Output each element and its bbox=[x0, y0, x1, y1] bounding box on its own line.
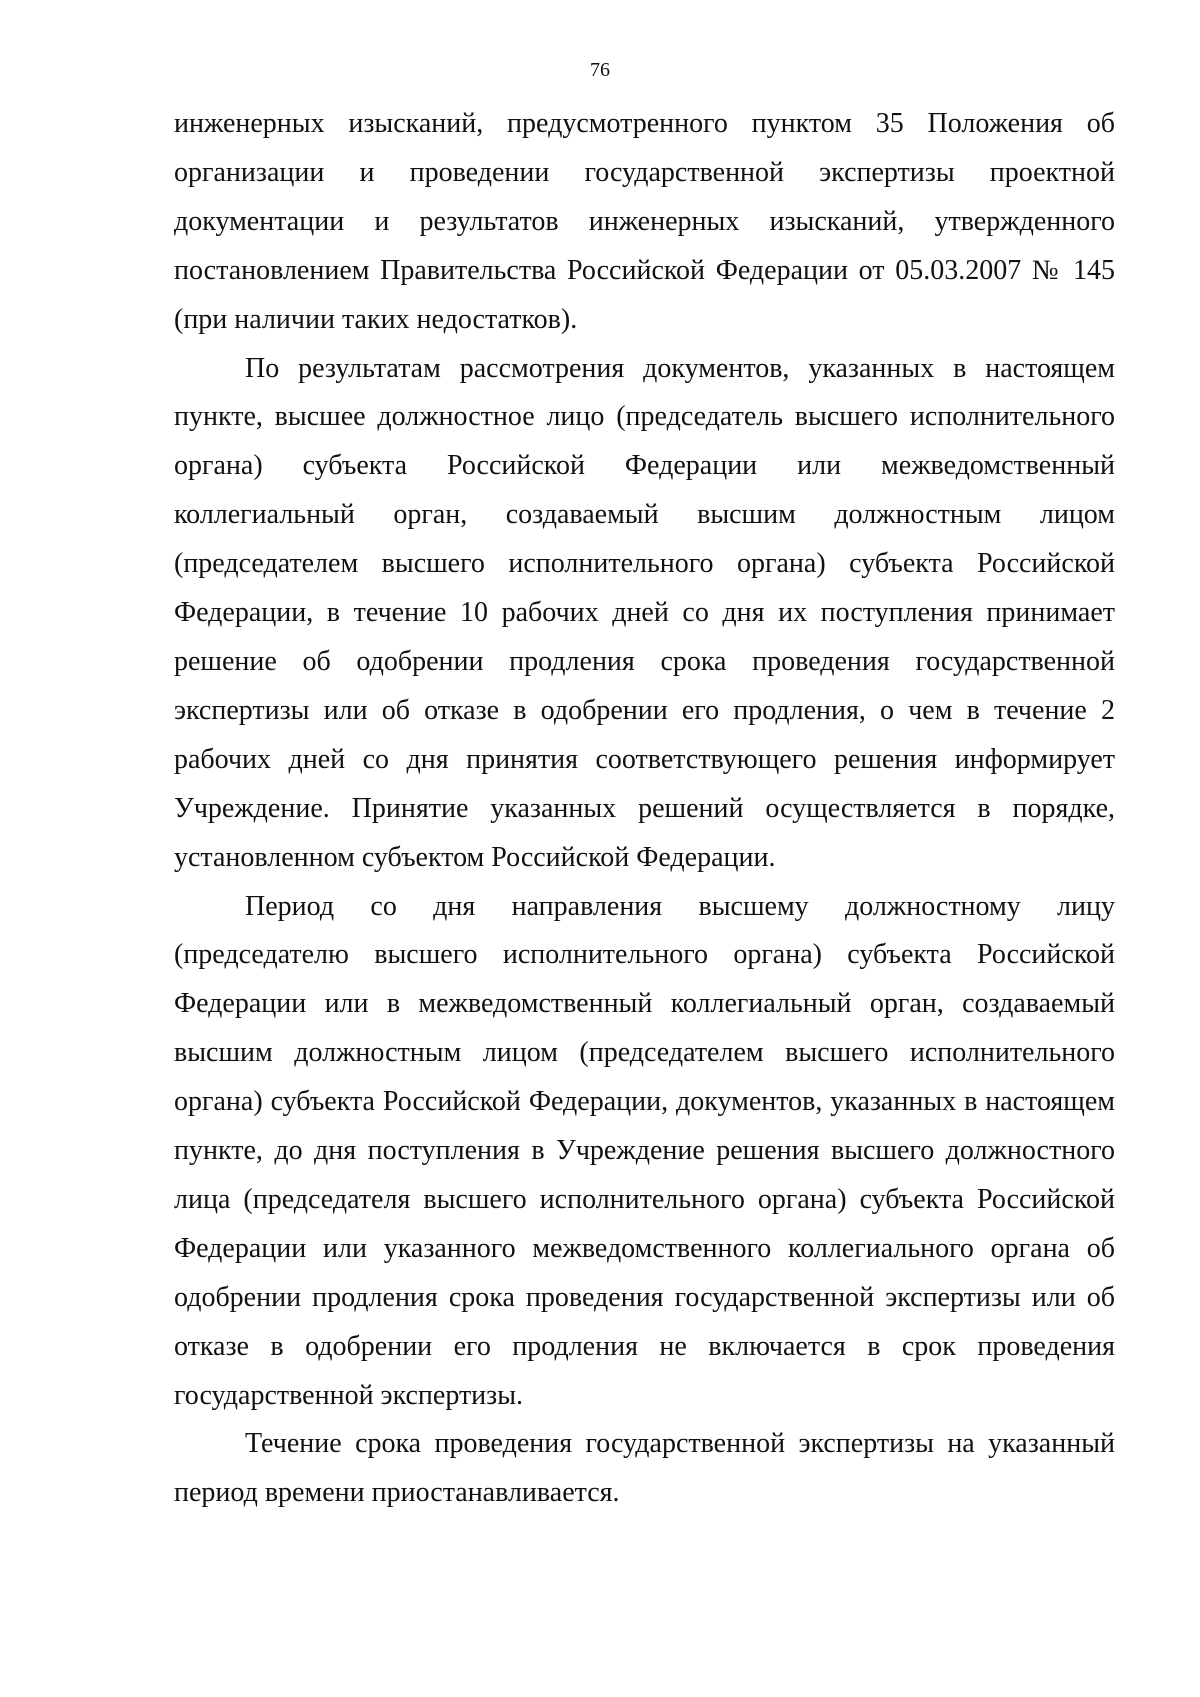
paragraph-continuation: инженерных изысканий, предусмотренного пунктом 35 Положения об организации и проведении государственной экспертизы проектной документации и результатов инженерных изысканий, утвержденного постановлением Правительства Российской Федерации от 05.03.2007 № 145 (при наличии таких недостатков). bbox=[174, 108, 1115, 335]
paragraph-suspension: Течение срока проведения государственной экспертизы на указанный период времени приостанавливается. bbox=[174, 1428, 1115, 1509]
paragraph-period: Период со дня направления высшему должностному лицу (председателю высшего исполнительного органа) субъекта Российской Федерации или в межведомственный коллегиальный орган, создаваемый высшим должностным лицом (председателем высшего исполнительного органа) субъекта Российской Федерации, документов, указанных в настоящем пункте, до дня поступления в Учреждение решения высшего должностного лица (председателя высшего исполнительного органа) субъекта Российской Федерации или указанного межведомственного коллегиального органа об одобрении продления срока проведения государственной экспертизы или об отказе в одобрении его продления не включается в срок проведения государственной экспертизы. bbox=[174, 890, 1115, 1411]
page-number: 76 bbox=[590, 59, 610, 81]
paragraph-review-results: По результатам рассмотрения документов, указанных в настоящем пункте, высшее должностное лицо (председатель высшего исполнительного органа) субъекта Российской Федерации или межведомственный коллегиальный орган, создаваемый высшим должностным лицом (председателем высшего исполнительного органа) субъекта Российской Федерации, в течение 10 рабочих дней со дня их поступления принимает решение об одобрении продления срока проведения государственной экспертизы или об отказе в одобрении его продления, о чем в течение 2 рабочих дней со дня принятия соответствующего решения информирует Учреждение. Принятие указанных решений осуществляется в порядке, установленном субъектом Российской Федерации. bbox=[174, 352, 1115, 873]
document-body bbox=[174, 100, 1115, 1518]
